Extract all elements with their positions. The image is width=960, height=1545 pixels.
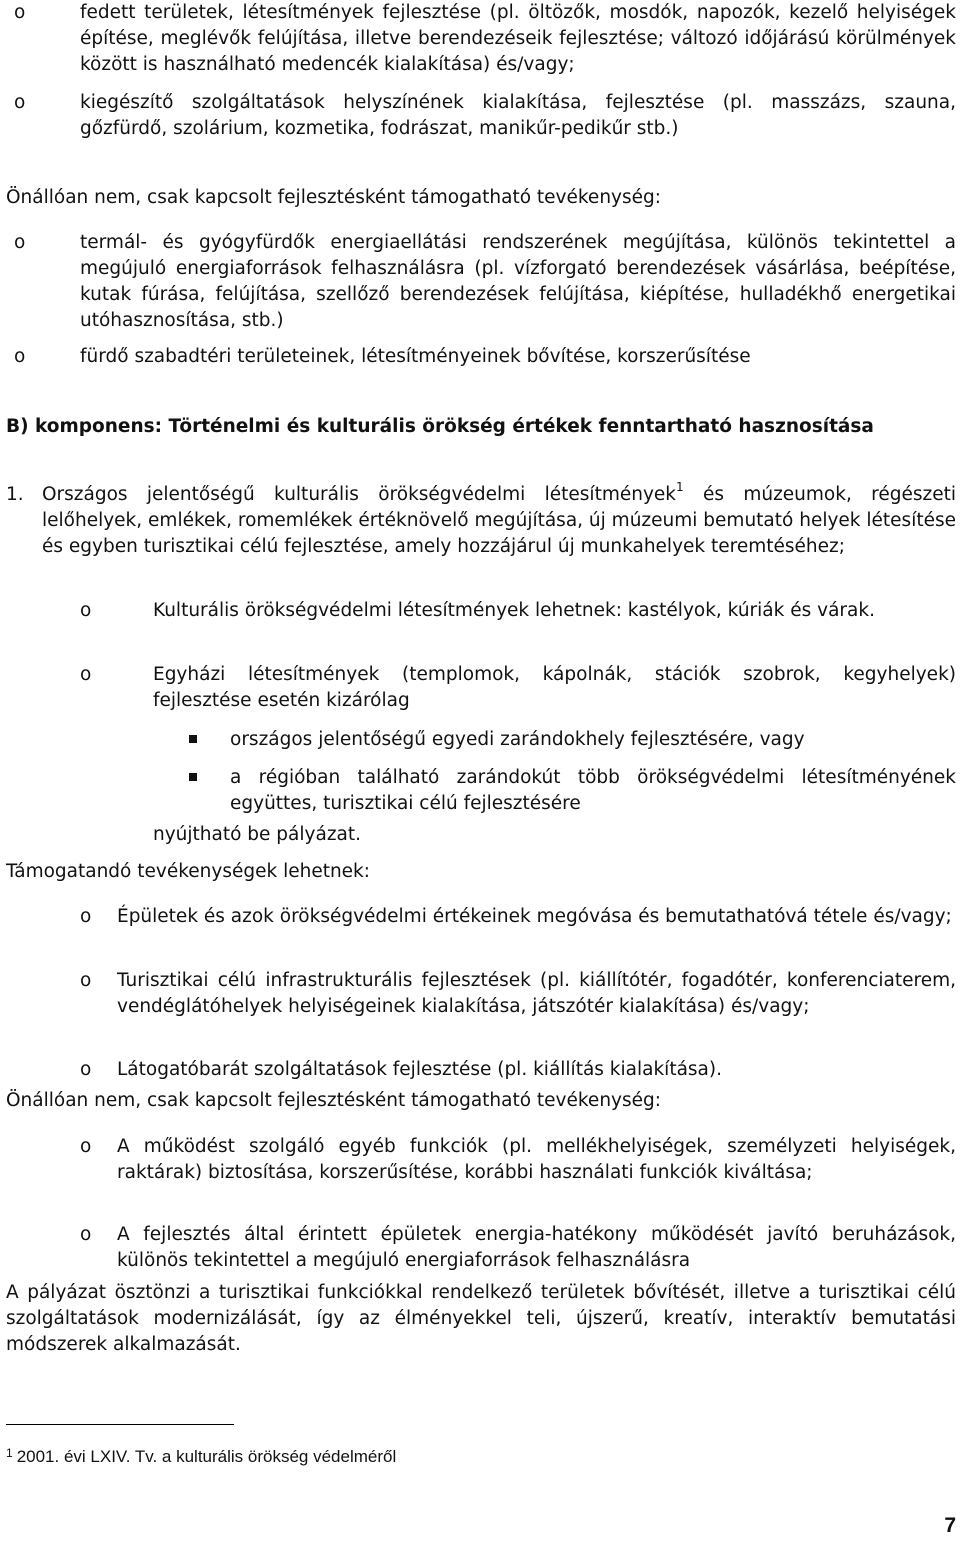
section-number: 1. (6, 484, 24, 505)
list-bullet: o (14, 2, 26, 23)
list-bullet: o (80, 600, 92, 621)
page-number: 7 (944, 1514, 956, 1537)
list-bullet: o (80, 1059, 92, 1080)
list-item-text: Egyházi létesítmények (templomok, kápolnák, stációk szobrok, kegyhelyek) fejlesztése esetén kizárólag (153, 664, 956, 711)
list-bullet: o (80, 664, 92, 685)
square-bullet (189, 773, 197, 781)
footnote-number: 1 (6, 1446, 13, 1460)
closing-paragraph: A pályázat ösztönzi a turisztikai funkciókkal rendelkező területek bővítését, illetve a turisztikai célú szolgáltatások modernizálását, így az élményekkel teli, újszerű, kreatív, interaktív bemutatási módszerek alkalmazását. (6, 1282, 956, 1355)
list-item-text: fürdő szabadtéri területeinek, létesítményeinek bővítése, korszerűsítése (80, 346, 751, 367)
list-item-text: a régióban található zarándokút több örökségvédelmi létesítményének együttes, turisztikai célú fejlesztésére (230, 767, 956, 814)
standalone-heading: Önállóan nem, csak kapcsolt fejlesztésként támogatható tevékenység: (6, 187, 661, 208)
list-item-text: Látogatóbarát szolgáltatások fejlesztése (pl. kiállítás kialakítása). (117, 1059, 722, 1080)
list-item-text: országos jelentőségű egyedi zarándokhely fejlesztésére, vagy (230, 729, 805, 750)
tender-note: nyújtható be pályázat. (153, 824, 361, 845)
list-bullet: o (80, 1224, 92, 1245)
square-bullet (189, 735, 197, 743)
list-bullet: o (14, 92, 26, 113)
footnote (6, 1446, 396, 1469)
list-item-text: termál- és gyógyfürdők energiaellátási rendszerének megújítása, különös tekintettel a megújuló energiaforrások felhasználásra (pl. vízforgató berendezések vásárlása, beépítése, kutak fúrása, felújítása, szellőző berendezések felújítása, kiépítése, hulladékhő energetikai utóhasznosítása, stb.) (80, 232, 956, 331)
standalone-heading: Önállóan nem, csak kapcsolt fejlesztésként támogatható tevékenység: (6, 1090, 661, 1111)
list-bullet: o (14, 346, 26, 367)
list-item-text: kiegészítő szolgáltatások helyszínének kialakítása, fejlesztése (pl. masszázs, szauna, gőzfürdő, szolárium, kozmetika, fodrászat, manikűr-pedikűr stb.) (80, 92, 956, 139)
list-bullet: o (80, 906, 92, 927)
component-heading: B) komponens: Történelmi és kulturális örökség értékek fenntartható hasznosítása (6, 416, 874, 437)
list-item-text: A működést szolgáló egyéb funkciók (pl. mellékhelyiségek, személyzeti helyiségek, raktárak) biztosítása, korszerűsítése, korábbi használati funkciók kiváltása; (117, 1136, 956, 1183)
list-bullet: o (80, 970, 92, 991)
list-bullet: o (14, 232, 26, 253)
supported-heading: Támogatandó tevékenységek lehetnek: (6, 861, 371, 882)
list-item-text: fedett területek, létesítmények fejlesztése (pl. öltözők, mosdók, napozók, kezelő helyiségek építése, meglévők felújítása, illetve berendezéseik fejlesztése; változó időjárású körülmények között is használható medencék kialakítása) és/vagy; (80, 2, 956, 75)
list-item-text: A fejlesztés által érintett épületek energia-hatékony működését javító beruházások, különös tekintettel a megújuló energiaforrások felhasználásra (117, 1224, 956, 1271)
footnote-text: 2001. évi LXIV. Tv. a kulturális örökség védelméről (16, 1447, 397, 1466)
list-item-text: Turisztikai célú infrastrukturális fejlesztések (pl. kiállítótér, fogadótér, konferenciaterem, vendéglátóhelyek helyiségeinek kialakítása, játszótér kialakítása) és/vagy; (117, 970, 956, 1017)
list-bullet: o (80, 1136, 92, 1157)
section-text: Országos jelentőségű kulturális örökségvédelmi létesítmények$^1$ és múzeumok, régészeti lelőhelyek, emlékek, romemlékek értéknövelő megújítása, új múzeumi bemutató helyek létesítése és egyben turisztikai célú fejlesztése, amely hozzájárul új munkahelyek teremtéséhez; (42, 480, 956, 557)
footnote-reference: 1 (676, 480, 684, 494)
list-item-text: Épületek és azok örökségvédelmi értékeinek megóvása és bemutathatóvá tétele és/vagy; (117, 906, 952, 927)
footnote-separator (6, 1424, 234, 1425)
list-item-text: Kulturális örökségvédelmi létesítmények lehetnek: kastélyok, kúriák és várak. (153, 600, 875, 621)
